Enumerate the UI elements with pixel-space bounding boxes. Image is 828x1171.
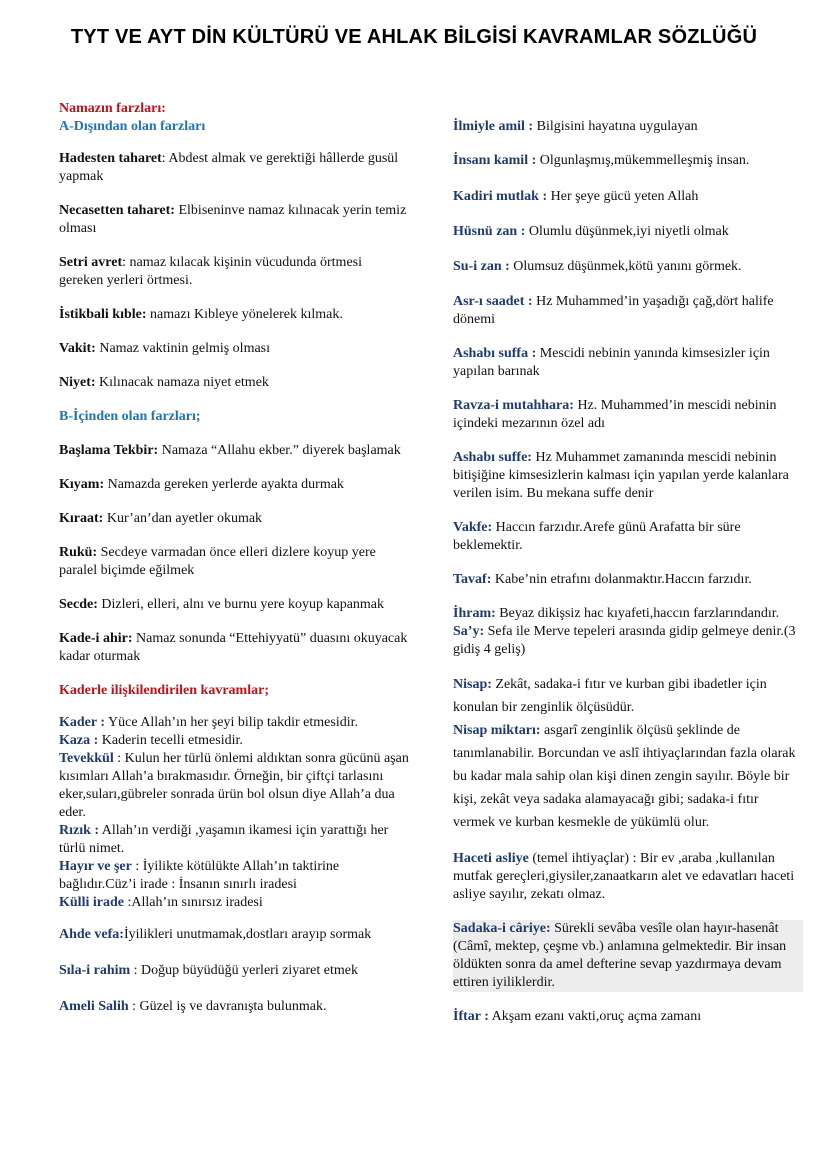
entry-ashabi-suffa — [453, 345, 803, 381]
term: Ameli Salih — [59, 999, 129, 1014]
definition: :Allah’ın sınırsız iradesi — [123, 895, 263, 910]
definition: Dizleri, elleri, alnı ve burnu yere koyup kapanmak — [97, 597, 385, 612]
term: Ashabı suffa : — [453, 346, 537, 361]
definition: : Doğup büyüdüğü yerleri ziyaret etmek — [130, 963, 358, 978]
definition: Olgunlaşmış,mükemmelleşmiş insan. — [536, 153, 750, 168]
entry-kadiri-mutlak — [453, 188, 803, 206]
entry-iftar — [453, 1008, 803, 1026]
entry-nisap-miktari — [453, 719, 803, 834]
term: Niyet: — [59, 375, 96, 390]
term: Secde: — [59, 597, 98, 612]
entry-nisap — [453, 673, 803, 719]
entry-ilmiyle-amil — [453, 118, 803, 136]
term: Tavaf: — [453, 572, 492, 587]
definition: Namazda gereken yerlerde ayakta durmak — [104, 477, 344, 492]
definition: : Kulun her türlü önlemi aldıktan sonra gücünü aşan kısımları Allah’a bırakmasıdır. Örneğin, bir çiftçi tarlasını eker,suları,gübreler sonrada ürün bol olsun diye Allah’a dua eder. — [59, 751, 409, 820]
term: Su-i zan : — [453, 259, 510, 274]
entry-sila-i-rahim — [59, 962, 409, 980]
entry-husnu-zan — [453, 223, 803, 241]
entry-hadesten — [59, 150, 409, 186]
definition: Haccın farzıdır.Arefe günü Arafatta bir süre beklemektir. — [453, 520, 741, 553]
entry-tavaf — [453, 571, 803, 589]
definition: (temel ihtiyaçlar) : Bir ev ,araba ,kullanılan mutfak gereçleri,giysiler,zanaatkarın alet ve edavatları haceti asliye sayılır, zekatı olmaz. — [453, 851, 795, 902]
term: Vakit: — [59, 341, 96, 356]
definition: Mescidi nebinin yanında kimsesizler için yapılan barınak — [453, 346, 770, 379]
definition: Namaz sonunda “Ettehiyyatü” duasını okuyacak kadar oturmak — [59, 631, 408, 664]
term: İhram: — [453, 606, 496, 621]
definition: : namaz kılacak kişinin vücudunda örtmesi gereken yerleri örtmesi. — [59, 255, 362, 288]
entry-tevekkul — [59, 750, 409, 822]
left-column — [59, 100, 409, 1016]
term: Hadesten taharet — [59, 151, 162, 166]
entry-niyet — [59, 374, 409, 392]
term: Necasetten taharet: — [59, 203, 175, 218]
entry-haceti-asliye — [453, 850, 803, 904]
definition: Kılınacak namaza niyet etmek — [95, 375, 269, 390]
term: Haceti asliye — [453, 851, 529, 866]
entry-ravza-i-mutahhara — [453, 397, 803, 433]
page-title: TYT VE AYT DİN KÜLTÜRÜ VE AHLAK BİLGİSİ KAVRAMLAR SÖZLÜĞÜ — [70, 26, 758, 48]
entry-asr-i-saadet — [453, 293, 803, 329]
entry-kiyam — [59, 476, 409, 494]
term: İlmiyle amil : — [453, 119, 534, 134]
term: İftar : — [453, 1009, 489, 1024]
entry-kade-i-ahir — [59, 630, 409, 666]
term: Külli irade — [59, 895, 124, 910]
definition: Sefa ile Merve tepeleri arasında gidip gelmeye denir.(3 gidiş 4 geliş) — [453, 624, 796, 657]
term: Sadaka-i câriye: — [453, 921, 551, 936]
entry-kader — [59, 714, 409, 732]
definition: asgarî zenginlik ölçüsü şeklinde de tanımlanabilir. Borcundan ve aslî ihtiyaçlarından fazla olarak bu kadar mala sahip olan kişi dinen zengin sayılır. Böyle bir kişi, zekât veya sadaka alamayacağı gibi; sadaka-i fıtır vermek ve kurban kesmekle de yükümlü olur. — [453, 723, 796, 830]
heading-namaz-farzlari: Namazın farzları: — [59, 101, 166, 116]
term: Rızık : — [59, 823, 100, 838]
term: Nisap miktarı: — [453, 723, 541, 738]
definition: Her şeye gücü yeten Allah — [547, 189, 699, 204]
definition: Elbiseninve namaz kılınacak yerin temiz olması — [59, 203, 407, 236]
term: Kıraat: — [59, 511, 104, 526]
entry-secde — [59, 596, 409, 614]
definition: Kabe’nin etrafını dolanmaktır.Haccın farzıdır. — [491, 572, 752, 587]
entry-ameli-salih — [59, 998, 409, 1016]
term: Hayır ve şer — [59, 859, 132, 874]
entry-kaza — [59, 732, 409, 750]
entry-istikbali-kible — [59, 306, 409, 324]
definition: : Güzel iş ve davranışta bulunmak. — [128, 999, 327, 1014]
term: İnsanı kamil : — [453, 153, 537, 168]
term: Kadiri mutlak : — [453, 189, 548, 204]
term: Nisap: — [453, 677, 492, 692]
definition: Hz Muhammed’in yaşadığı çağ,dört halife dönemi — [453, 294, 774, 327]
entry-insani-kamil — [453, 152, 803, 170]
term: Asr-ı saadet : — [453, 294, 533, 309]
definition: Kur’an’dan ayetler okumak — [103, 511, 263, 526]
definition: : İyilikte kötülükte Allah’ın taktirine bağlıdır.Cüz’i irade : İnsanın sınırlı iradesi — [59, 859, 340, 892]
term: İstikbali kıble: — [59, 307, 147, 322]
heading-icinden: B-İçinden olan farzları; — [59, 409, 201, 424]
definition: namazı Kıbleye yönelerek kılmak. — [146, 307, 343, 322]
entry-hayir-ve-ser — [59, 858, 409, 894]
term: Rukü: — [59, 545, 98, 560]
entry-vakfe — [453, 519, 803, 555]
entry-ihram — [453, 605, 803, 623]
definition: : Abdest almak ve gerektiği hâllerde gusül yapmak — [59, 151, 399, 184]
term: Başlama Tekbir: — [59, 443, 159, 458]
entry-kulli-irade — [59, 894, 409, 912]
definition: Olumlu düşünmek,iyi niyetli olmak — [525, 224, 729, 239]
definition: Namaza “Allahu ekber.” diyerek başlamak — [158, 443, 401, 458]
entry-ruku — [59, 544, 409, 580]
term: Ashabı suffe: — [453, 450, 532, 465]
entry-ahde-vefa — [59, 926, 409, 944]
term: Sa’y: — [453, 624, 485, 639]
definition: Beyaz dikişsiz hac kıyafeti,haccın farzlarındandır. — [495, 606, 780, 621]
definition: Allah’ın verdiği ,yaşamın ikamesi için yarattığı her türlü nimet. — [59, 823, 389, 856]
entry-ashabi-suffe — [453, 449, 803, 503]
term: Hüsnü zan : — [453, 224, 526, 239]
entry-su-i-zan — [453, 258, 803, 276]
entry-rizik — [59, 822, 409, 858]
entry-say — [453, 623, 803, 659]
entry-baslama-tekbir — [59, 442, 409, 460]
term: Ahde vefa: — [59, 927, 124, 942]
definition: Bilgisini hayatına uygulayan — [533, 119, 698, 134]
term: Setri avret — [59, 255, 123, 270]
definition: Akşam ezanı vakti,oruç açma zamanı — [488, 1009, 702, 1024]
definition: Sürekli sevâba vesîle olan hayır-hasenât (Câmî, mektep, çeşme vb.) anlamına gelmektedir. Bir insan öldükten sonra da amel defterine sevap yazdırmaya devam ettiren iyiliklerdir. — [453, 921, 787, 990]
heading-kader: Kaderle ilişkilendirilen kavramlar; — [59, 683, 269, 698]
definition: Zekât, sadaka-i fıtır ve kurban gibi ibadetler için konulan bir zenginlik ölçüsüdür. — [453, 677, 767, 715]
term: Kader : — [59, 715, 106, 730]
term: Kade-i ahir: — [59, 631, 133, 646]
entry-necasetten — [59, 202, 409, 238]
term: Vakfe: — [453, 520, 493, 535]
definition: Hz. Muhammed’in mescidi nebinin içindeki mezarının özel adı — [453, 398, 777, 431]
entry-sadaka-i-cariye — [453, 920, 803, 992]
heading-disindan: A-Dışından olan farzları — [59, 119, 206, 134]
term: Ravza-i mutahhara: — [453, 398, 574, 413]
entry-kiraat — [59, 510, 409, 528]
term: Kıyam: — [59, 477, 105, 492]
definition: Kaderin tecelli etmesidir. — [98, 733, 243, 748]
term: Tevekkül — [59, 751, 114, 766]
term: Sıla-i rahim — [59, 963, 131, 978]
definition: İyilikleri unutmamak,dostları arayıp sormak — [123, 927, 372, 942]
term: Kaza : — [59, 733, 99, 748]
definition: Secdeye varmadan önce elleri dizlere koyup yere paralel biçimde eğilmek — [59, 545, 376, 578]
entry-setri-avret — [59, 254, 409, 290]
definition: Olumsuz düşünmek,kötü yanını görmek. — [509, 259, 742, 274]
definition: Hz Muhammet zamanında mescidi nebinin bitişiğine kimsesizlerin kalması için yapılan yerde kalanlara verilen isim. Bu mekana suffe denir — [453, 450, 789, 501]
definition: Namaz vaktinin gelmiş olması — [95, 341, 271, 356]
definition: Yüce Allah’ın her şeyi bilip takdir etmesidir. — [105, 715, 358, 730]
entry-vakit — [59, 340, 409, 358]
right-column — [453, 118, 803, 1026]
